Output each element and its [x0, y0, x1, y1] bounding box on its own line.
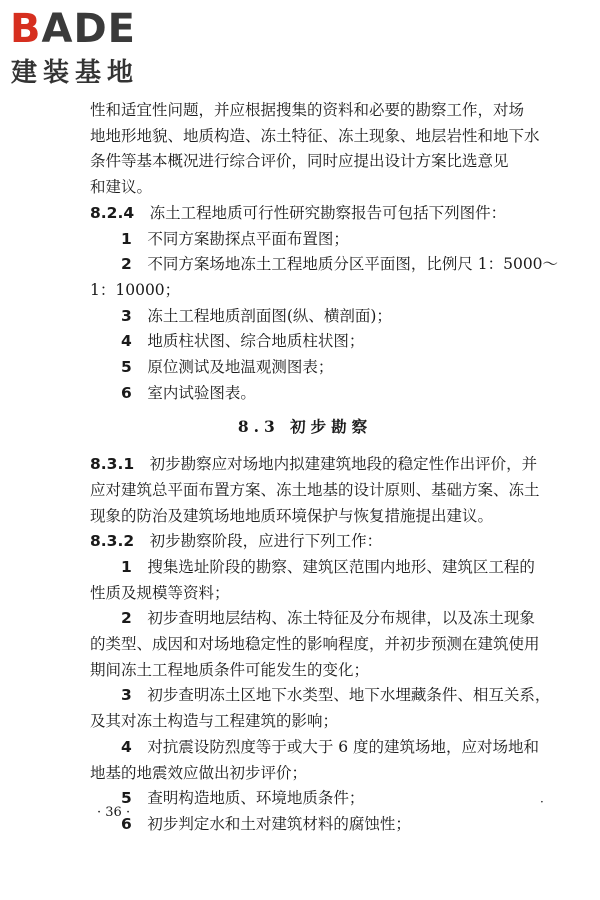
clause-number: 8.2.4 — [90, 203, 135, 222]
paragraph-line: 性和适宜性问题，并应根据搜集的资料和必要的勘察工作，对场 — [90, 101, 525, 119]
list-item: 1 搜集选址阶段的勘察、建筑区范围内地形、建筑区工程的 — [121, 557, 535, 576]
clause-text: 初步勘察应对场地内拟建建筑地段的稳定性作出评价，并 — [149, 455, 538, 474]
logo-brand-rest: ADE — [41, 6, 136, 52]
list-item: 5 原位测试及地温观测图表； — [121, 358, 334, 377]
logo-subtitle: 建装基地 — [11, 58, 140, 88]
clause-text: 初步勘察阶段，应进行下列工作： — [149, 532, 383, 551]
list-item: 5 查明构造地质、环境地质条件； — [121, 789, 365, 808]
list-item: 6 室内试验图表。 — [121, 383, 256, 402]
logo-brand-accent: B — [10, 6, 42, 52]
paragraph-line: 条件等基本概况进行综合评价，同时应提出设计方案比选意见 — [90, 152, 509, 171]
paragraph-line: 现象的防治及建筑场地地质环境保护与恢复措施提出建议。 — [90, 506, 494, 525]
list-item-continuation: 期间冻土工程地质条件可能发生的变化； — [90, 660, 370, 679]
logo — [10, 6, 180, 90]
clause-text: 冻土工程地质可行性研究勘察报告可包括下列图件： — [149, 203, 507, 222]
list-item-continuation: 地基的地震效应做出初步评价； — [90, 763, 308, 782]
page-number: · 36 · — [97, 805, 131, 820]
list-item: 4 地质柱状图、综合地质柱状图； — [121, 332, 365, 351]
paragraph-line: 应对建筑总平面布置方案、冻土地基的设计原则、基础方案、冻土 — [90, 480, 540, 499]
scan-dot: · — [540, 795, 544, 809]
clause-8-3-2 — [90, 529, 520, 555]
page-body — [90, 98, 559, 838]
paragraph-line: 和建议。 — [90, 178, 153, 197]
list-item-continuation: 的类型、成因和对场地稳定性的影响程度，并初步预测在建筑使用 — [90, 635, 540, 654]
clause-number: 8.3.2 — [90, 532, 135, 551]
list-item-continuation: 性质及规模等资料； — [90, 583, 230, 602]
list-item: 4 对抗震设防烈度等于或大于 6 度的建筑场地，应对场地和 — [121, 737, 540, 756]
list-item: 2 初步查明地层结构、冻土特征及分布规律，以及冻土现象 — [121, 609, 535, 628]
clause-8-2-4 — [90, 201, 520, 227]
list-item: 3 冻土工程地质剖面图(纵、横剖面)； — [121, 306, 392, 325]
list-item: 6 初步判定水和土对建筑材料的腐蚀性； — [121, 814, 411, 833]
list-item: 1 不同方案勘探点平面布置图； — [121, 229, 349, 248]
clause-number: 8.3.1 — [90, 455, 135, 474]
section-title: 8.3 初步勘察 — [237, 417, 373, 437]
paragraph-line: 地地形地貌、地质构造、冻土特征、冻土现象、地层岩性和地下水 — [90, 126, 540, 145]
list-item-continuation: 及其对冻土构造与工程建筑的影响； — [90, 712, 339, 731]
logo-brand — [10, 6, 136, 52]
clause-8-3-1 — [90, 452, 538, 478]
list-item: 3 初步查明冻土区地下水类型、地下水埋藏条件、相互关系， — [121, 686, 551, 705]
list-item-continuation: 1：10000； — [90, 280, 181, 299]
list-item: 2 不同方案场地冻土工程地质分区平面图，比例尺 1：5000～ — [121, 255, 559, 274]
